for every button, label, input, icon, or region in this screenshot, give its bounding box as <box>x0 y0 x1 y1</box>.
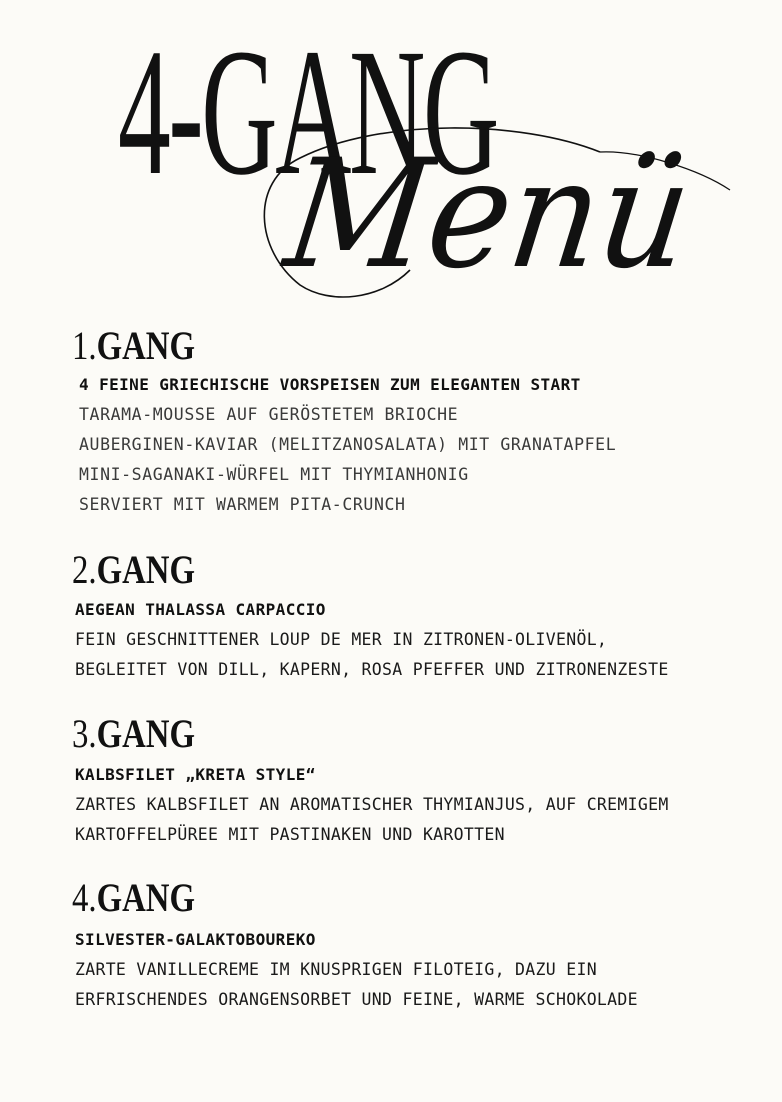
title-main: 4-GANG <box>118 12 497 213</box>
dish-description-line: KARTOFFELPÜREE MIT PASTINAKEN UND KAROTTEN <box>75 825 505 844</box>
menu-title <box>0 0 782 320</box>
course-number: 3. <box>72 711 97 756</box>
dish-description-line: AUBERGINEN-KAVIAR (MELITZANOSALATA) MIT GRANATAPFEL <box>79 435 617 454</box>
dish-description-line: FEIN GESCHNITTENER LOUP DE MER IN ZITRONEN-OLIVENÖL, <box>75 630 608 649</box>
course-number: 4. <box>72 875 97 920</box>
dish-description-line: MINI-SAGANAKI-WÜRFEL MIT THYMIANHONIG <box>79 465 469 484</box>
dish-description-line: ZARTE VANILLECREME IM KNUSPRIGEN FILOTEIG, DAZU EIN <box>75 960 597 979</box>
dish-description-line: BEGLEITET VON DILL, KAPERN, ROSA PFEFFER UND ZITRONENZESTE <box>75 660 669 679</box>
course-label: GANG <box>96 711 195 756</box>
course-heading <box>72 323 195 368</box>
dish-description-line: TARAMA-MOUSSE AUF GERÖSTETEM BRIOCHE <box>79 405 459 424</box>
dish-description-line: ZARTES KALBSFILET AN AROMATISCHER THYMIANJUS, AUF CREMIGEM <box>75 795 669 814</box>
course-label: GANG <box>96 323 195 368</box>
course-heading <box>72 711 195 756</box>
dish-description-line: ERFRISCHENDES ORANGENSORBET UND FEINE, WARME SCHOKOLADE <box>75 990 638 1009</box>
dish-name: 4 FEINE GRIECHISCHE VORSPEISEN ZUM ELEGANTEN START <box>79 375 581 394</box>
dish-name: AEGEAN THALASSA CARPACCIO <box>75 600 326 619</box>
course-number: 2. <box>72 547 97 592</box>
dish-name: SILVESTER-GALAKTOBOUREKO <box>75 930 316 949</box>
title-script: Menü <box>277 128 701 302</box>
course-heading <box>72 547 195 592</box>
course-heading <box>72 875 195 920</box>
course-label: GANG <box>96 875 195 920</box>
course-label: GANG <box>96 547 195 592</box>
dish-description-line: SERVIERT MIT WARMEM PITA-CRUNCH <box>79 495 406 514</box>
course-number: 1. <box>72 323 97 368</box>
dish-name: KALBSFILET „KRETA STYLE“ <box>75 765 316 784</box>
